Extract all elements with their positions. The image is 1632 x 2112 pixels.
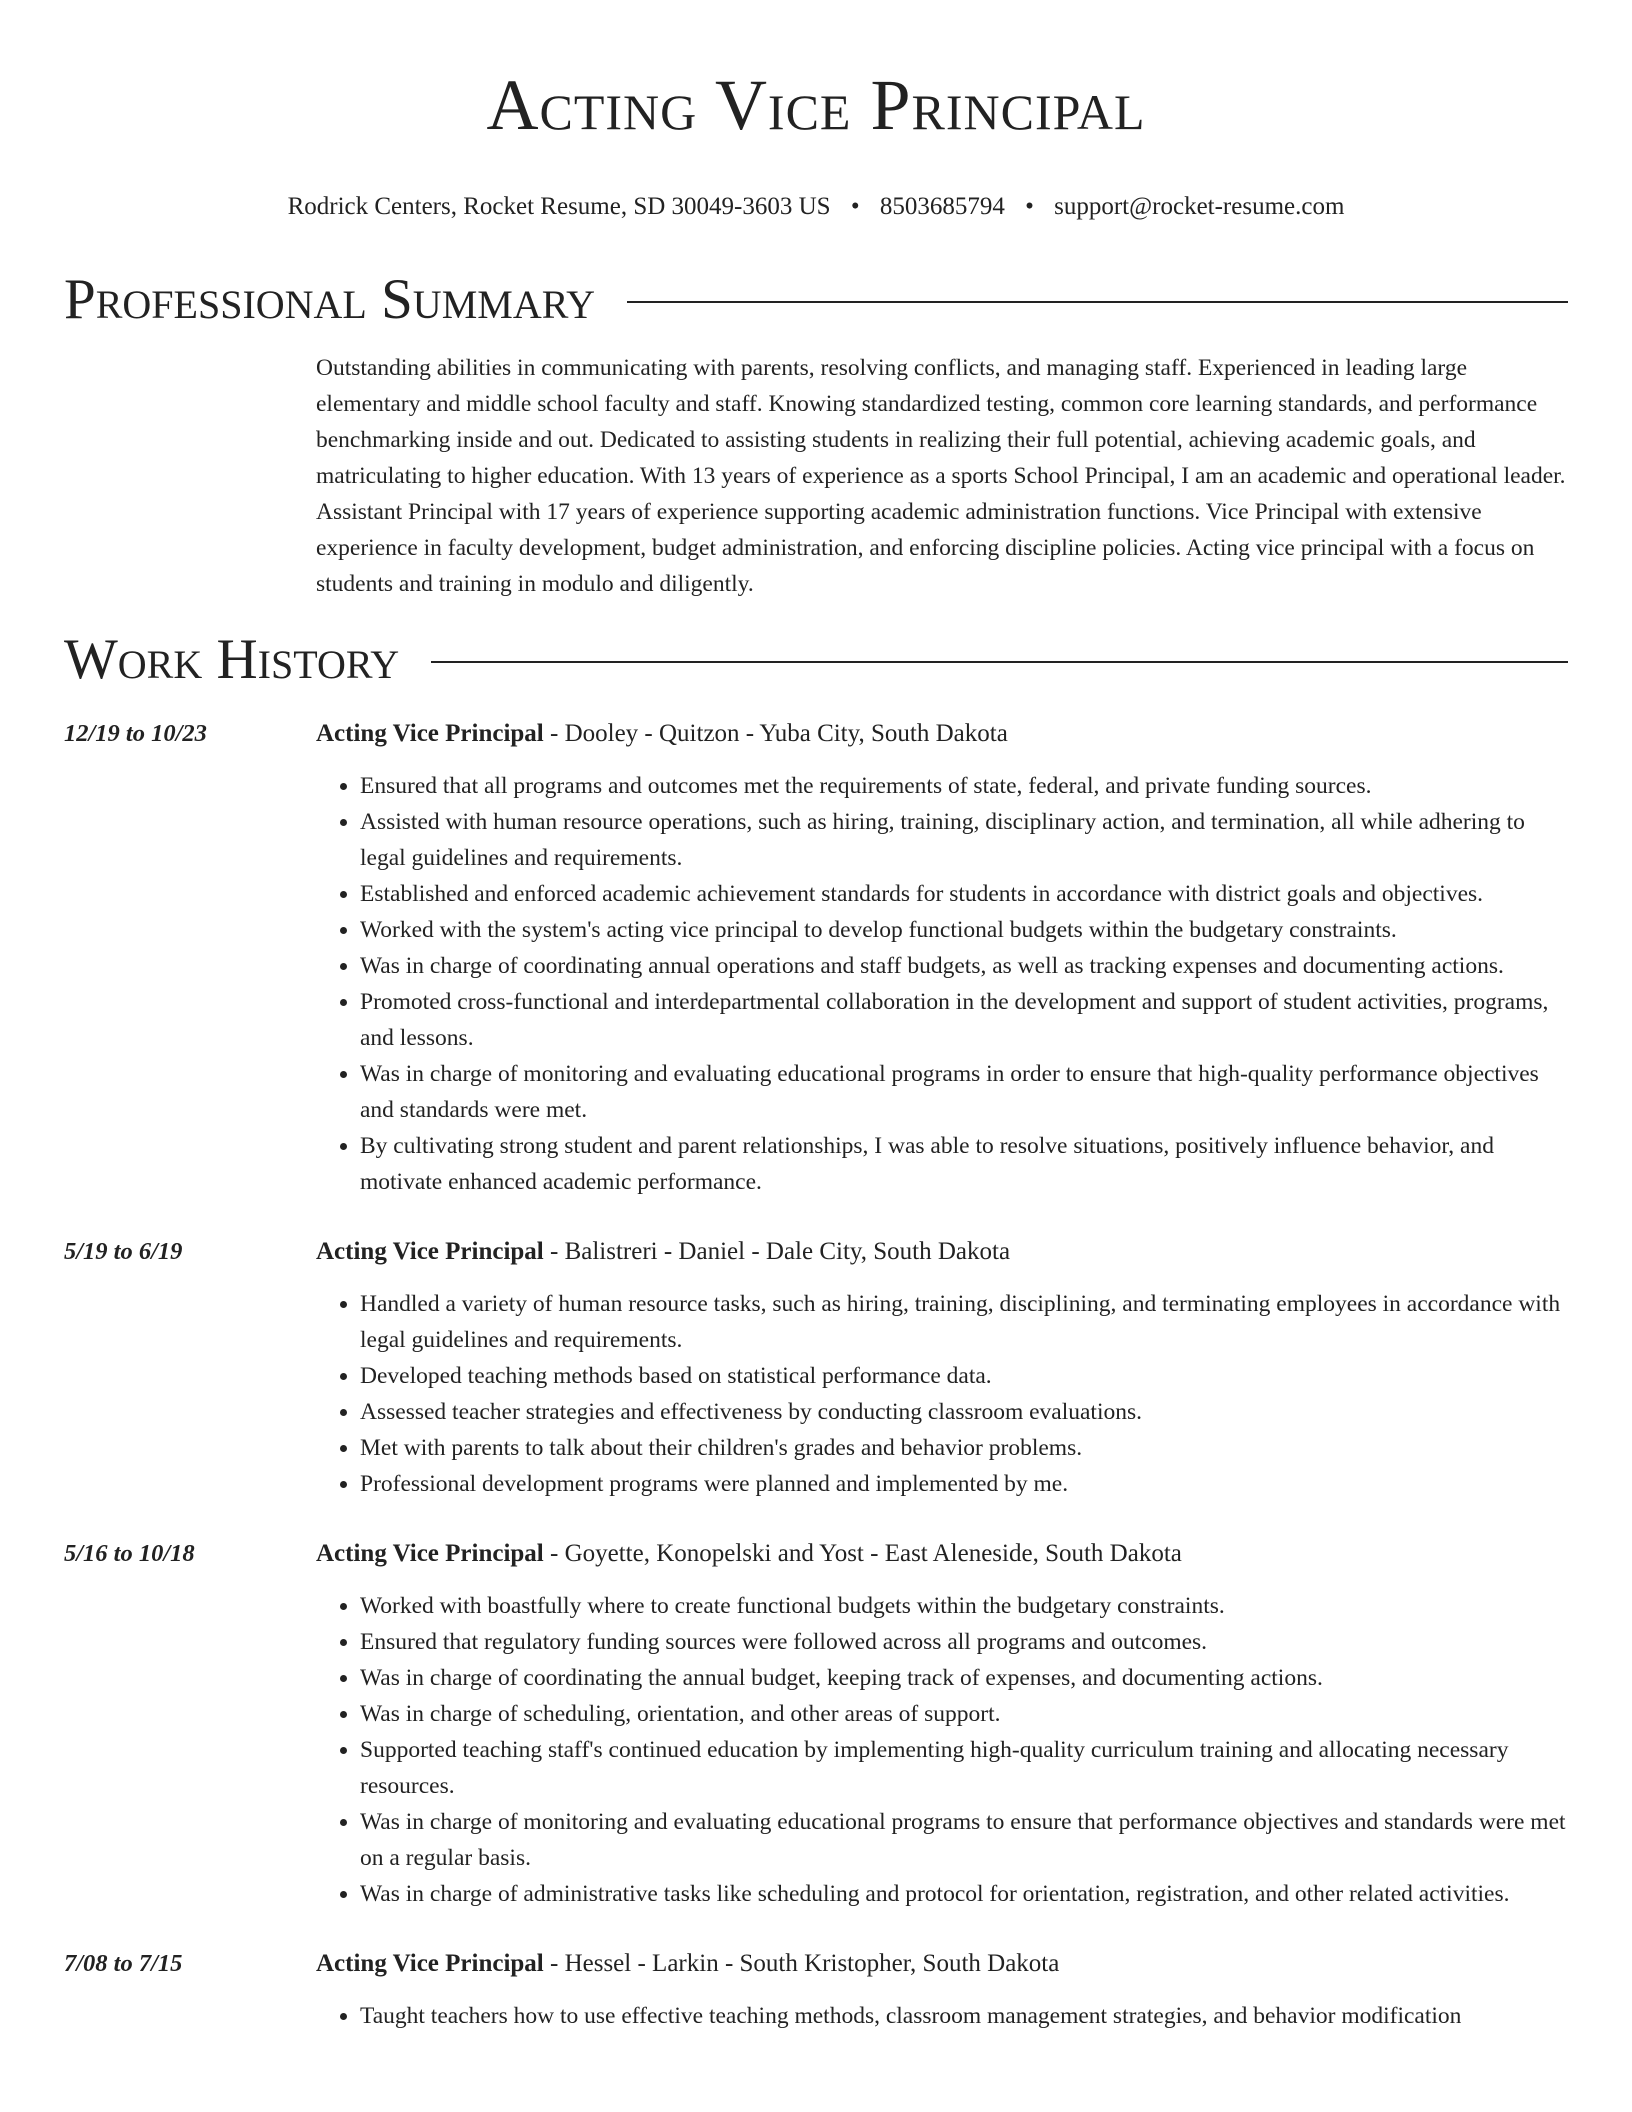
job-duty-item: • Assessed teacher strategies and effectiveness by conducting classroom evaluations. <box>360 1394 1568 1430</box>
job-body <box>316 716 1568 1200</box>
contact-email: support@rocket-resume.com <box>1054 193 1345 220</box>
job-heading <box>316 1946 1568 1982</box>
job-duties-list <box>316 1998 1568 2034</box>
job-title: Acting Vice Principal <box>316 720 544 747</box>
contact-address: Rodrick Centers, Rocket Resume, SD 30049-3603 US <box>287 193 831 220</box>
section-divider <box>431 661 1568 663</box>
job-duty-item: • By cultivating strong student and parent relationships, I was able to resolve situations, positively influence behavior, and motivate enhanced academic performance. <box>360 1128 1568 1200</box>
job-entry <box>64 1234 1568 1502</box>
job-title: Acting Vice Principal <box>316 1540 544 1567</box>
job-entry <box>64 1946 1568 2034</box>
job-dates: 7/08 to 7/15 <box>64 1950 183 1977</box>
job-title: Acting Vice Principal <box>316 1238 544 1265</box>
job-duty-item: • Taught teachers how to use effective teaching methods, classroom management strategies, and behavior modification <box>360 1998 1568 2034</box>
job-duties-list <box>316 1286 1568 1502</box>
job-dates: 12/19 to 10/23 <box>64 720 207 747</box>
job-duty-item: • Assisted with human resource operations, such as hiring, training, disciplinary action, and termination, all while adhering to legal guidelines and requirements. <box>360 804 1568 876</box>
job-heading <box>316 1234 1568 1270</box>
job-duty-item: • Was in charge of coordinating the annual budget, keeping track of expenses, and documenting actions. <box>360 1660 1568 1696</box>
job-duties-list <box>316 1588 1568 1912</box>
job-title: Acting Vice Principal <box>316 1950 544 1977</box>
job-duty-item: • Handled a variety of human resource tasks, such as hiring, training, disciplining, and terminating employees in accordance with legal guidelines and requirements. <box>360 1286 1568 1358</box>
job-body <box>316 1536 1568 1912</box>
job-duty-item: • Worked with the system's acting vice principal to develop functional budgets within the budgetary constraints. <box>360 912 1568 948</box>
job-entry <box>64 1536 1568 1912</box>
job-duty-item: • Met with parents to talk about their children's grades and behavior problems. <box>360 1430 1568 1466</box>
job-employer-location: - Balistreri - Daniel - Dale City, South Dakota <box>543 1238 1011 1265</box>
job-entry <box>64 716 1568 1200</box>
job-employer-location: - Goyette, Konopelski and Yost - East Aleneside, South Dakota <box>543 1540 1182 1567</box>
job-dates: 5/16 to 10/18 <box>64 1540 195 1567</box>
summary-text: Outstanding abilities in communicating with parents, resolving conflicts, and managing staff. Experienced in leading large elementary and middle school faculty and staff. Knowing standardized testing, common core learning standards, and performance benchmarking inside and out. Dedicated to assisting students in realizing their full potential, achieving academic goals, and matriculating to higher education. With 13 years of experience as a sports School Principal, I am an academic and operational leader. Assistant Principal with 17 years of experience supporting academic administration functions. Vice Principal with extensive experience in faculty development, budget administration, and enforcing discipline policies. Acting vice principal with a focus on students and training in modulo and diligently. <box>316 355 1566 597</box>
job-duty-item: • Developed teaching methods based on statistical performance data. <box>360 1358 1568 1394</box>
contact-line <box>64 192 1568 222</box>
work-section-header <box>64 628 1568 692</box>
job-duty-item: • Professional development programs were planned and implemented by me. <box>360 1466 1568 1502</box>
section-divider <box>627 301 1568 303</box>
job-duty-item: • Was in charge of scheduling, orientation, and other areas of support. <box>360 1696 1568 1732</box>
work-history-list <box>64 716 1568 2034</box>
job-duty-item: • Ensured that all programs and outcomes met the requirements of state, federal, and private funding sources. <box>360 768 1568 804</box>
job-body <box>316 1234 1568 1502</box>
job-duty-item: • Established and enforced academic achievement standards for students in accordance with district goals and objectives. <box>360 876 1568 912</box>
contact-separator: • <box>1025 193 1034 220</box>
job-duty-item: • Was in charge of coordinating annual operations and staff budgets, as well as tracking expenses and documenting actions. <box>360 948 1568 984</box>
job-duties-list <box>316 768 1568 1200</box>
job-duty-item: • Supported teaching staff's continued education by implementing high-quality curriculum training and allocating necessary resources. <box>360 1732 1568 1804</box>
candidate-name: Acting Vice Principal <box>486 65 1146 145</box>
job-duty-item: • Was in charge of monitoring and evaluating educational programs to ensure that performance objectives and standards were met on a regular basis. <box>360 1804 1568 1876</box>
summary-section-header <box>64 268 1568 332</box>
job-heading <box>316 1536 1568 1572</box>
job-duty-item: • Promoted cross-functional and interdepartmental collaboration in the development and support of student activities, programs, and lessons. <box>360 984 1568 1056</box>
job-duty-item: • Ensured that regulatory funding sources were followed across all programs and outcomes. <box>360 1624 1568 1660</box>
job-employer-location: - Dooley - Quitzon - Yuba City, South Dakota <box>543 720 1008 747</box>
job-employer-location: - Hessel - Larkin - South Kristopher, South Dakota <box>543 1950 1060 1977</box>
contact-phone: 8503685794 <box>879 193 1005 220</box>
job-heading <box>316 716 1568 752</box>
work-section-title: Work History <box>64 628 400 691</box>
job-dates: 5/19 to 6/19 <box>64 1238 183 1265</box>
job-duty-item: • Was in charge of administrative tasks like scheduling and protocol for orientation, registration, and other related activities. <box>360 1876 1568 1912</box>
job-duty-item: • Worked with boastfully where to create functional budgets within the budgetary constraints. <box>360 1588 1568 1624</box>
job-duty-item: • Was in charge of monitoring and evaluating educational programs in order to ensure that high-quality performance objectives and standards were met. <box>360 1056 1568 1128</box>
contact-separator: • <box>850 193 860 220</box>
job-body <box>316 1946 1568 2034</box>
summary-section-title: Professional Summary <box>64 268 596 331</box>
